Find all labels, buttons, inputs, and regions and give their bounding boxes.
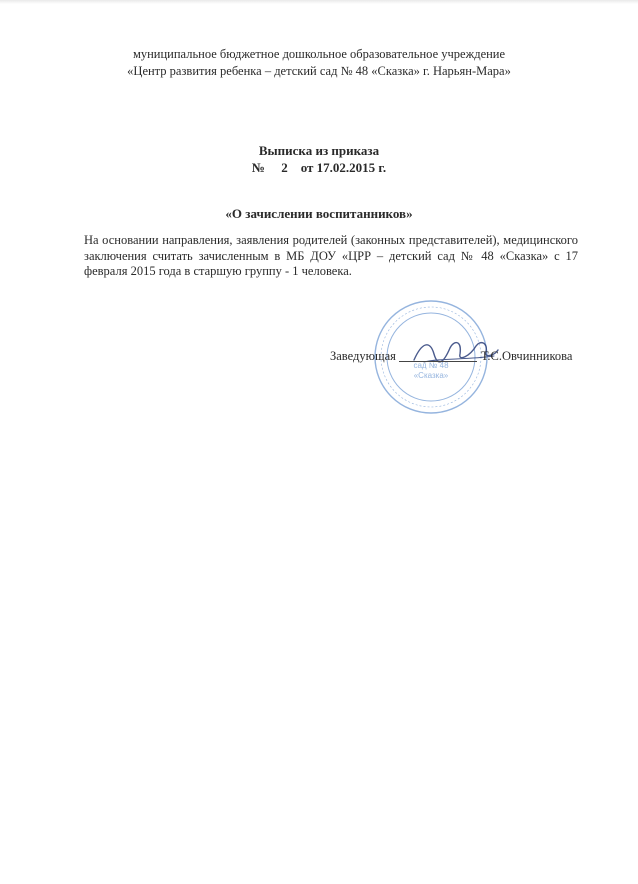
scan-edge [0, 0, 638, 4]
signature-line [399, 361, 477, 362]
order-body-paragraph: На основании направления, заявления родителей (законных представителей), медицинского заключения считать зачисленным в МБ ДОУ «ЦРР – детский сад № 48 «Сказка» с 17 февраля 2015 года в старшую группу - 1 человека. [84, 233, 578, 278]
institution-type: муниципальное бюджетное дошкольное образовательное учреждение [132, 47, 506, 61]
document-title: Выписка из приказа [258, 143, 380, 158]
signatory-role: Заведующая [330, 349, 396, 363]
order-number-date: № 2 от 17.02.2015 г. [251, 160, 387, 175]
stamp-line-2: «Сказка» [413, 371, 449, 380]
order-subject: «О зачислении воспитанников» [225, 206, 413, 221]
stamp-line-1: сад № 48 [413, 361, 449, 370]
institution-name: «Центр развития ребенка – детский сад № 48 «Сказка» г. Нарьян-Мара» [127, 64, 511, 78]
signatory-name: Т.С.Овчинникова [481, 349, 573, 363]
